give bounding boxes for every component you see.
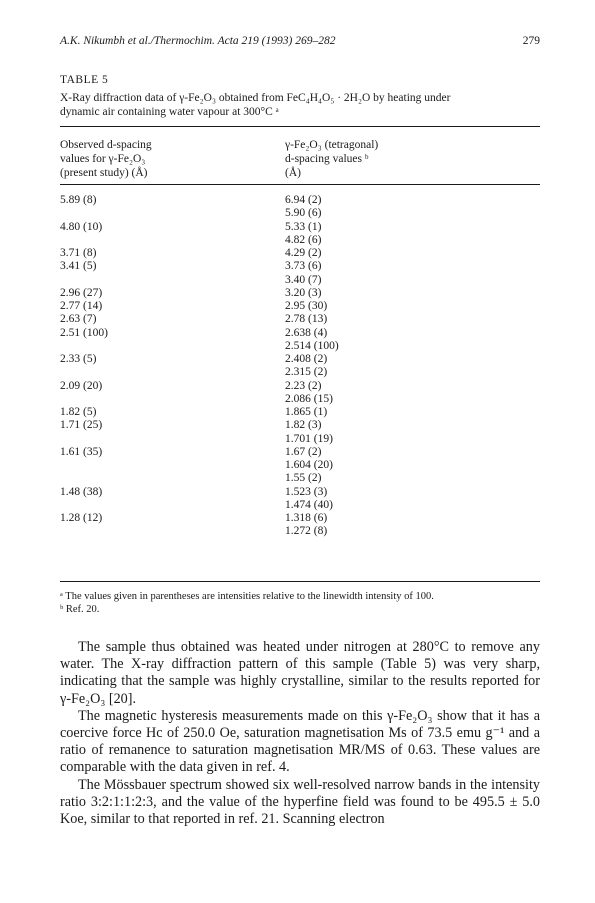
reference-d-spacing-cell: 4.29 (2)	[285, 247, 322, 259]
table-row	[60, 287, 540, 300]
reference-d-spacing-cell: 2.086 (15)	[285, 392, 333, 405]
column-header-line: values for γ-Fe₂O₃	[60, 153, 146, 165]
observed-d-spacing-cell: 1.61 (35)	[60, 445, 103, 458]
reference-d-spacing-cell: 5.90 (6)	[285, 207, 322, 220]
table-row	[60, 260, 540, 273]
reference-d-spacing-cell: 2.638 (4)	[285, 326, 328, 339]
observed-d-spacing-cell: 2.63 (7)	[60, 313, 97, 326]
table-row	[60, 313, 540, 326]
table-row	[60, 512, 540, 525]
table-row	[60, 486, 540, 499]
reference-d-spacing-cell: 1.55 (2)	[285, 472, 322, 485]
table-top-rule	[60, 126, 540, 127]
table-row	[60, 340, 540, 353]
table-label: TABLE 5	[60, 74, 109, 86]
reference-d-spacing-cell: 1.67 (2)	[285, 445, 322, 458]
reference-d-spacing-cell: 2.78 (13)	[285, 313, 328, 326]
table-row	[60, 194, 540, 207]
table-caption-line-1: X-Ray diffraction data of γ-Fe₂O₃ obtained from FeC₄H₄O₅ · 2H₂O by heating under	[60, 92, 451, 104]
body-paragraph: The Mössbauer spectrum showed six well-resolved narrow bands in the intensity ratio 3:2:1:1:2:3, and the value of the hyperfine field was found to be 495.5 ± 5.0 Koe, similar to that reported in ref. 21. Scanning electron	[60, 776, 540, 828]
table-row	[60, 419, 540, 432]
table-row	[60, 327, 540, 340]
table-row	[60, 300, 540, 313]
reference-d-spacing-cell: 1.318 (6)	[285, 512, 328, 524]
reference-d-spacing-cell: 2.23 (2)	[285, 379, 322, 392]
table-row	[60, 459, 540, 472]
observed-d-spacing-cell: 2.51 (100)	[60, 326, 108, 339]
reference-d-spacing-cell: 2.514 (100)	[285, 339, 339, 352]
table-row	[60, 221, 540, 234]
reference-d-spacing-cell: 4.82 (6)	[285, 233, 322, 246]
reference-d-spacing-cell: 5.33 (1)	[285, 220, 322, 233]
table-row	[60, 274, 540, 287]
reference-d-spacing-cell: 1.272 (8)	[285, 525, 328, 538]
observed-d-spacing-cell: 2.09 (20)	[60, 379, 103, 392]
table-header-rule	[60, 184, 540, 185]
table-row	[60, 499, 540, 512]
reference-d-spacing-cell: 3.73 (6)	[285, 260, 322, 273]
body-text	[60, 639, 540, 828]
table-caption	[60, 91, 540, 119]
reference-d-spacing-cell: 1.701 (19)	[285, 432, 333, 445]
reference-d-spacing-cell: 2.408 (2)	[285, 353, 328, 365]
table-row	[60, 353, 540, 366]
reference-d-spacing-cell: 1.82 (3)	[285, 419, 322, 432]
reference-d-spacing-cell: 1.604 (20)	[285, 459, 333, 471]
table-row	[60, 525, 540, 538]
table-row	[60, 472, 540, 485]
table-row	[60, 234, 540, 247]
column-header-observed	[60, 138, 152, 180]
reference-d-spacing-cell: 2.315 (2)	[285, 366, 328, 379]
observed-d-spacing-cell: 1.28 (12)	[60, 512, 103, 524]
observed-d-spacing-cell: 3.71 (8)	[60, 247, 97, 259]
table-row	[60, 207, 540, 220]
column-header-line: (Å)	[285, 167, 301, 179]
journal-citation: A.K. Nikumbh et al./Thermochim. Acta 219 (1993) 269–282	[60, 35, 336, 47]
table-row	[60, 380, 540, 393]
table-footnotes	[60, 590, 540, 616]
reference-d-spacing-cell: 1.474 (40)	[285, 498, 333, 511]
column-header-reference	[285, 138, 378, 180]
column-header-line: (present study) (Å)	[60, 167, 148, 179]
reference-d-spacing-cell: 2.95 (30)	[285, 300, 328, 312]
observed-d-spacing-cell: 2.33 (5)	[60, 353, 97, 365]
table-bottom-rule	[60, 581, 540, 582]
footnote-b: ᵇ Ref. 20.	[60, 604, 100, 615]
observed-d-spacing-cell: 1.48 (38)	[60, 485, 103, 498]
observed-d-spacing-cell: 2.77 (14)	[60, 300, 103, 312]
observed-d-spacing-cell: 3.41 (5)	[60, 260, 97, 273]
observed-d-spacing-cell: 1.82 (5)	[60, 406, 97, 418]
reference-d-spacing-cell: 6.94 (2)	[285, 194, 322, 206]
page-number: 279	[522, 35, 540, 47]
table-body	[60, 194, 540, 539]
observed-d-spacing-cell: 5.89 (8)	[60, 194, 97, 206]
table-row	[60, 247, 540, 260]
table-row	[60, 366, 540, 379]
table-row	[60, 446, 540, 459]
reference-d-spacing-cell: 3.40 (7)	[285, 273, 322, 286]
observed-d-spacing-cell: 4.80 (10)	[60, 220, 103, 233]
column-header-line: Observed d-spacing	[60, 139, 152, 151]
body-paragraph: The sample thus obtained was heated under nitrogen at 280°C to remove any water. The X-ray diffraction pattern of this sample (Table 5) was very sharp, indicating that the sample was highly crystalline, similar to the results reported for γ-Fe₂O₃ [20].	[60, 639, 540, 707]
table-row	[60, 393, 540, 406]
column-header-line: γ-Fe₂O₃ (tetragonal)	[285, 139, 379, 151]
table-row	[60, 433, 540, 446]
observed-d-spacing-cell: 2.96 (27)	[60, 286, 103, 299]
footnote-a: ᵃ The values given in parentheses are intensities relative to the linewidth intensity of 100.	[60, 591, 434, 602]
body-paragraph: The magnetic hysteresis measurements made on this γ-Fe₂O₃ show that it has a coercive force Hc of 250.0 Oe, saturation magnetisation Ms of 73.5 emu g⁻¹ and a ratio of remanence to saturation magnetisation MR/MS of 0.63. These values are comparable with the data given in ref. 4.	[60, 707, 540, 776]
table-caption-line-2: dynamic air containing water vapour at 300°C ᵃ	[60, 106, 279, 118]
observed-d-spacing-cell: 1.71 (25)	[60, 419, 103, 432]
table-row	[60, 406, 540, 419]
reference-d-spacing-cell: 3.20 (3)	[285, 286, 322, 299]
reference-d-spacing-cell: 1.865 (1)	[285, 406, 328, 418]
reference-d-spacing-cell: 1.523 (3)	[285, 485, 328, 498]
column-header-line: d-spacing values ᵇ	[285, 153, 369, 165]
